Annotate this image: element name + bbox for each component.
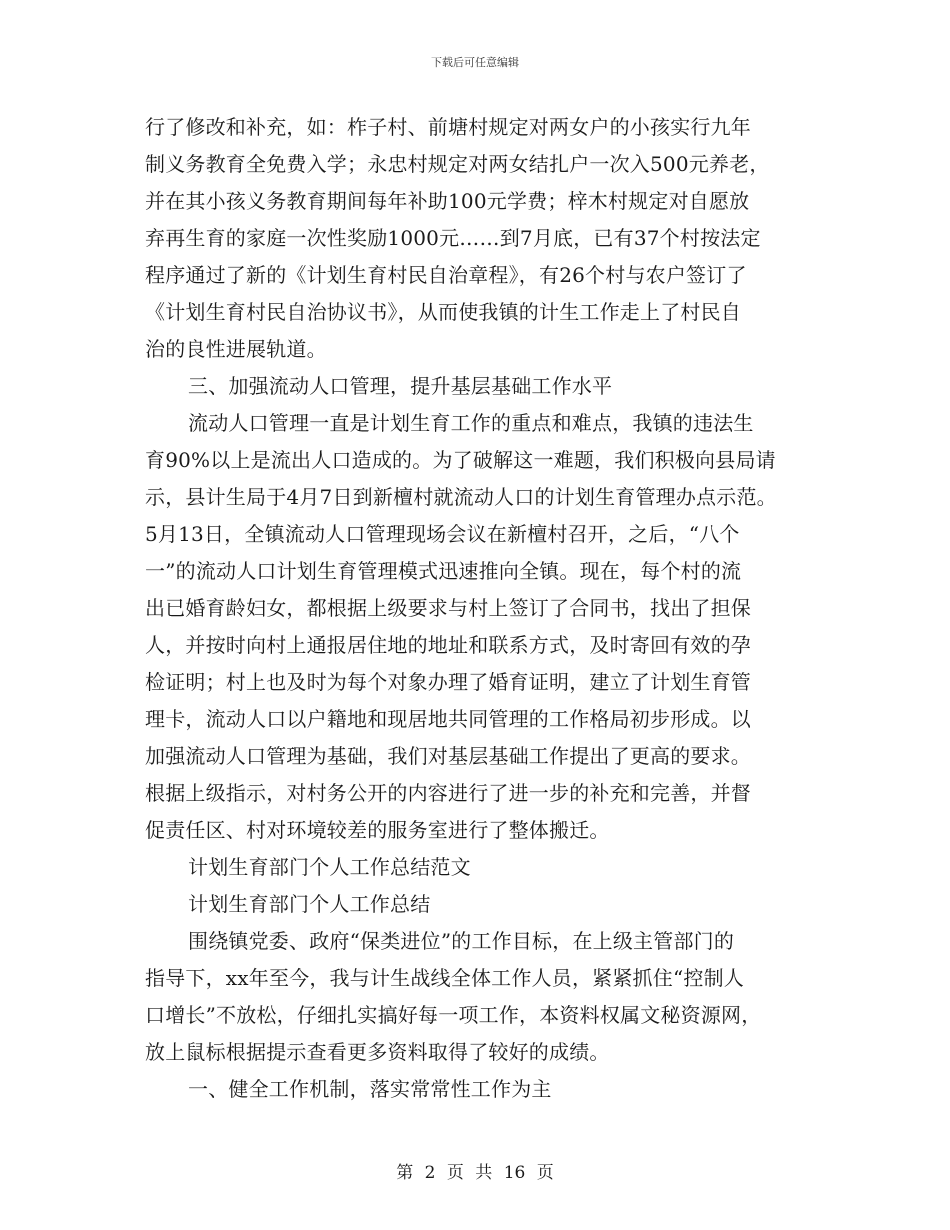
text-line: 促责任区、村对环境较差的服务室进行了整体搬迁。 xyxy=(145,818,610,842)
page-header-note: 下载后可任意编辑 xyxy=(431,56,519,69)
text-line: 治的良性进展轨道。 xyxy=(145,337,327,361)
text-line: 程序通过了新的《计划生育村民自治章程》，有26个村与农户签订了 xyxy=(145,263,747,287)
text-line: 并在其小孩义务教育期间每年补助100元学费；梓木村规定对自愿放 xyxy=(145,189,750,213)
text-line: 《计划生育村民自治协议书》，从而使我镇的计生工作走上了村民自 xyxy=(145,300,741,324)
page-number: 第 2 页 共 16 页 xyxy=(396,1163,554,1183)
text-line: 5月13日，全镇流动人口管理现场会议在新檀村召开，之后，“八个 xyxy=(145,522,740,546)
text-line: 一”的流动人口计划生育管理模式迅速推向全镇。现在，每个村的流 xyxy=(145,559,742,583)
text-line: 围绕镇党委、政府“保类进位”的工作目标，在上级主管部门的 xyxy=(188,929,735,953)
text-line: 放上鼠标根据提示查看更多资料取得了较好的成绩。 xyxy=(145,1040,610,1064)
text-line: 制义务教育全免费入学；永忠村规定对两女结扎户一次入500元养老， xyxy=(145,152,770,176)
text-line: 检证明；村上也及时为每个对象办理了婚育证明，建立了计划生育管 xyxy=(145,670,751,694)
text-line: 人，并按时向村上通报居住地的地址和联系方式，及时寄回有效的孕 xyxy=(145,633,751,657)
text-line: 育90%以上是流出人口造成的。为了破解这一难题，我们积极向县局请 xyxy=(145,448,776,472)
section-heading: 三、加强流动人口管理，提升基层基础工作水平 xyxy=(188,374,613,398)
text-line: 出已婚育龄妇女，都根据上级要求与村上签订了合同书，找出了担保 xyxy=(145,596,751,620)
text-line: 加强流动人口管理为基础，我们对基层基础工作提出了更高的要求。 xyxy=(145,744,751,768)
document-subtitle: 计划生育部门个人工作总结 xyxy=(188,892,431,916)
text-line: 弃再生育的家庭一次性奖励1000元……到7月底，已有37个村按法定 xyxy=(145,226,761,250)
document-title: 计划生育部门个人工作总结范文 xyxy=(188,855,471,879)
text-line: 行了修改和补充，如：柞子村、前塘村规定对两女户的小孩实行九年 xyxy=(145,115,751,139)
section-heading: 一、健全工作机制，落实常常性工作为主 xyxy=(188,1077,552,1101)
text-line: 指导下，xx年至今，我与计生战线全体工作人员，紧紧抓住“控制人 xyxy=(145,966,744,990)
text-line: 流动人口管理一直是计划生育工作的重点和难点，我镇的违法生 xyxy=(188,411,754,435)
text-line: 根据上级指示，对村务公开的内容进行了进一步的补充和完善，并督 xyxy=(145,781,751,805)
text-line: 口增长”不放松，仔细扎实搞好每一项工作，本资料权属文秘资源网， xyxy=(145,1003,762,1027)
text-line: 示，县计生局于4月7日到新檀村就流动人口的计划生育管理办点示范。 xyxy=(145,485,777,509)
text-line: 理卡，流动人口以户籍地和现居地共同管理的工作格局初步形成。以 xyxy=(145,707,751,731)
